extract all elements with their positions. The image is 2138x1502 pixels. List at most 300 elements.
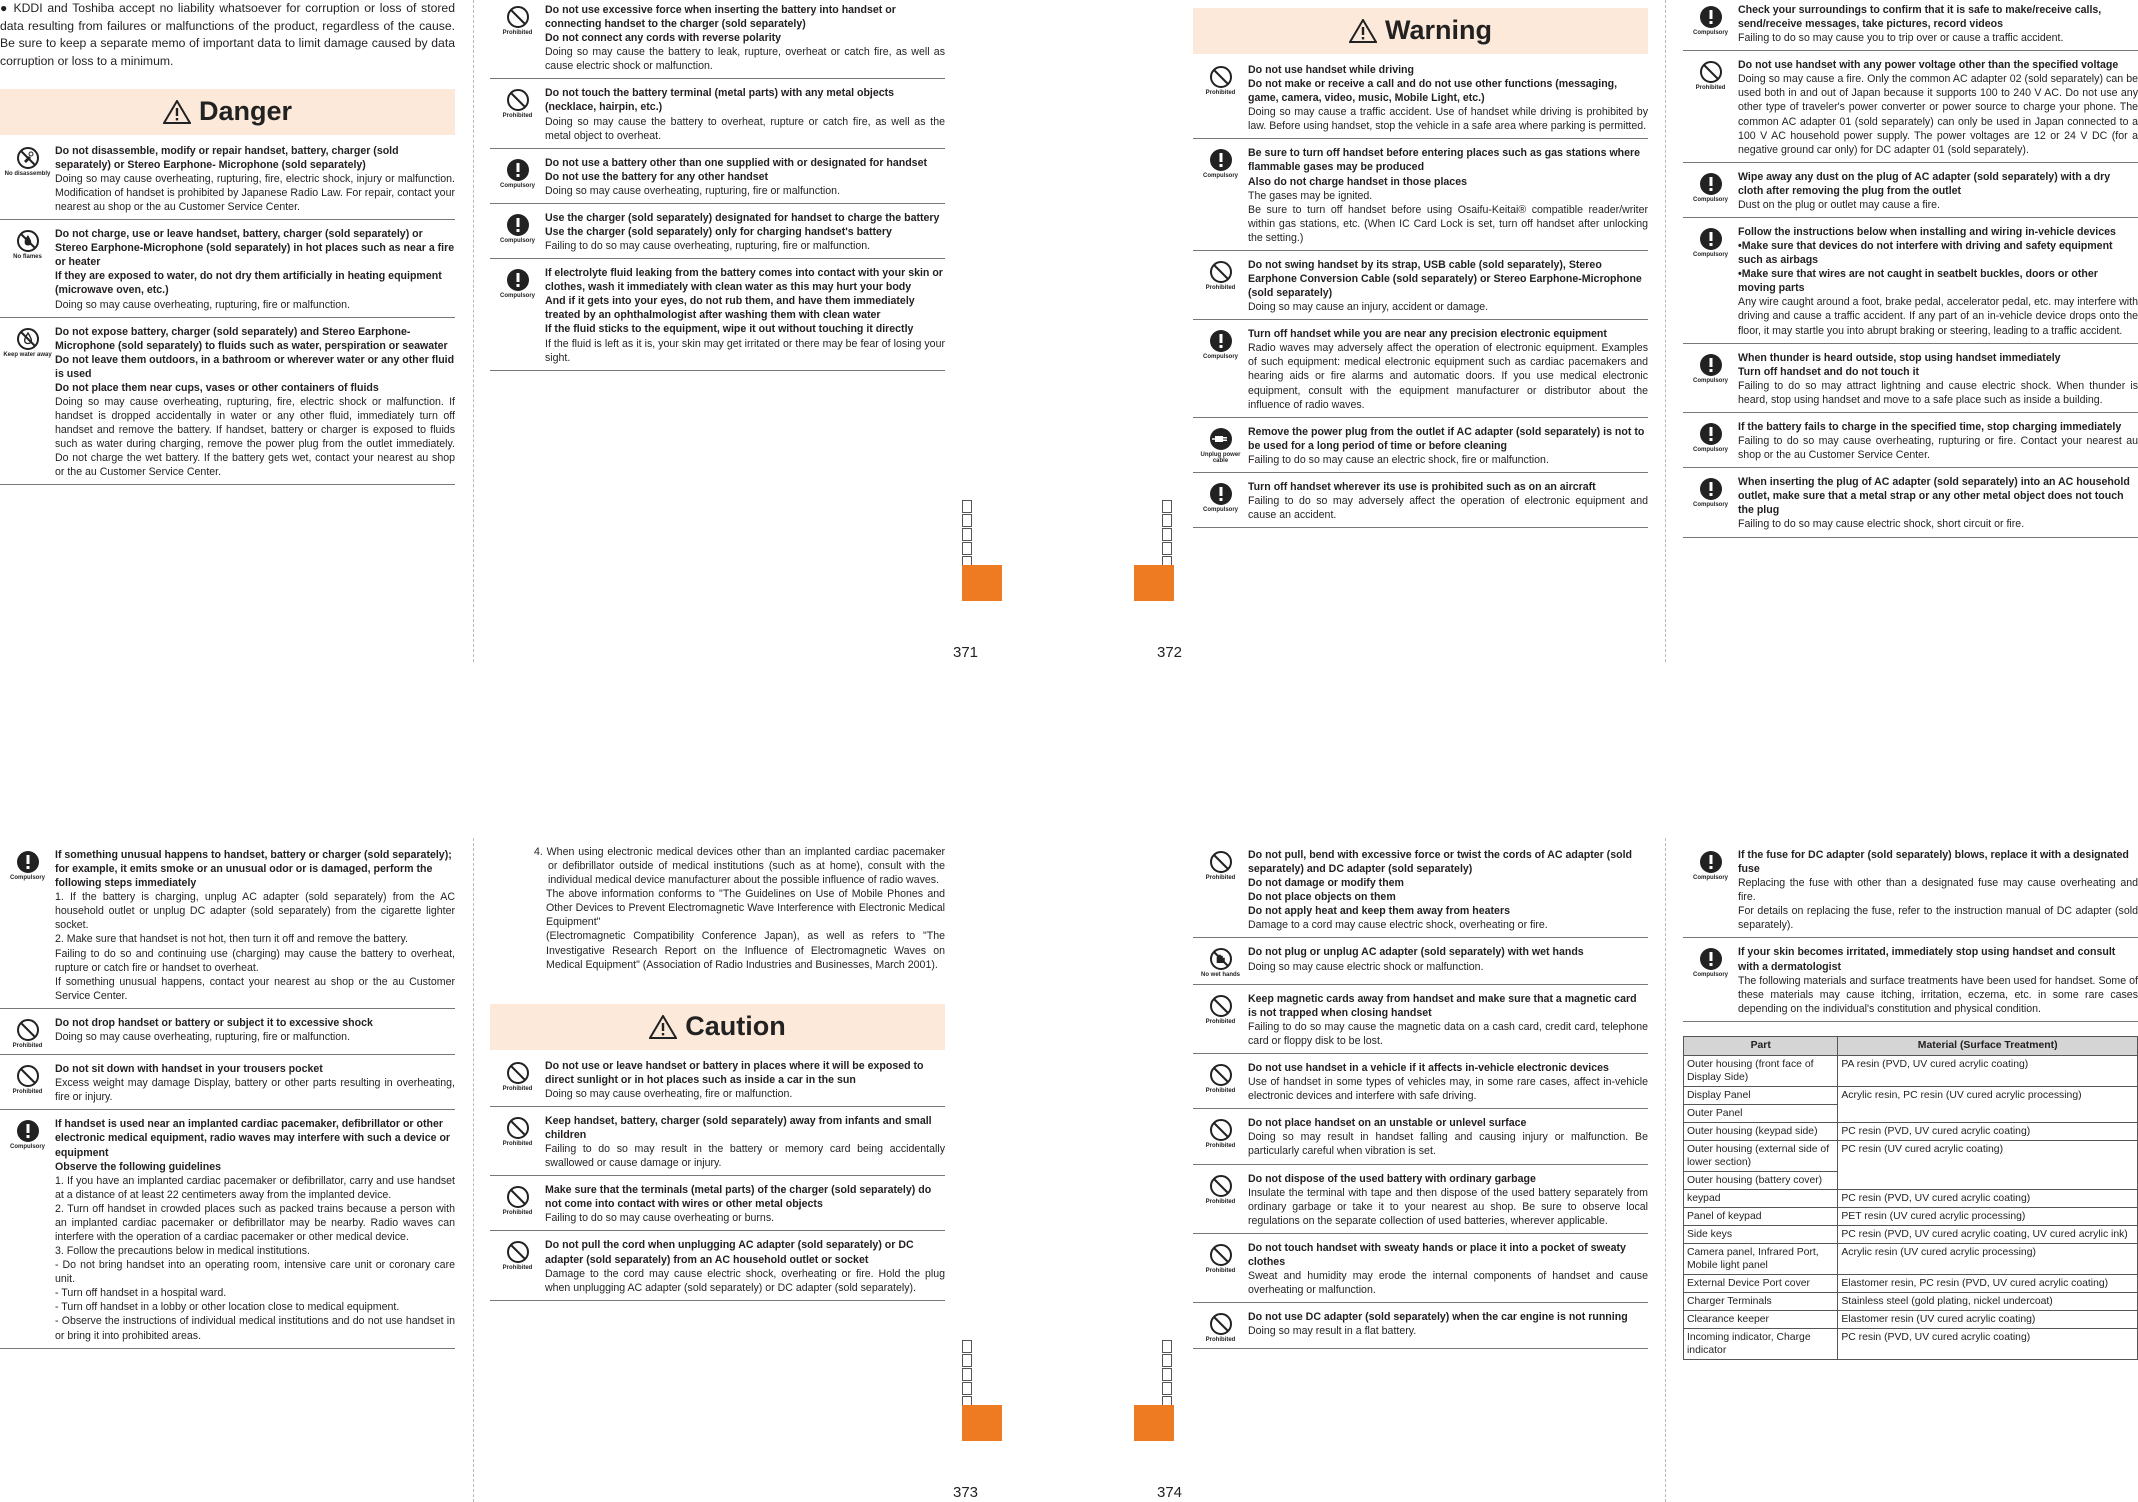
item-heading: If electrolyte fluid leaking from the battery comes into contact with your skin or clothes, wash it immediately with clean water as this may hurt your body And if it gets into your eyes, do not rub them, and have them immediately treated by an ophthalmologist after washing them with clean water If the fluid sticks to the equipment, wipe it out without touching it directly (545, 267, 943, 336)
safety-symbol (490, 156, 545, 198)
materials-table (1683, 1036, 2138, 1360)
safety-item (1683, 222, 2138, 344)
item-heading: Do not dispose of the used battery with ordinary garbage (1248, 1172, 1536, 1185)
safety-symbol (490, 211, 545, 253)
safety-symbol (490, 1183, 545, 1225)
item-heading: Do not sit down with handset in your trousers pocket (55, 1063, 323, 1076)
symbol-caption: Compulsory (1692, 972, 1728, 979)
compulsory-icon (1209, 148, 1233, 172)
safety-symbol (1683, 351, 1738, 407)
symbol-caption: Compulsory (499, 293, 535, 300)
table-row (1684, 1122, 2138, 1140)
safety-symbol (1683, 848, 1738, 932)
safety-symbol (1193, 258, 1248, 314)
safety-symbol (1193, 1241, 1248, 1297)
section-tab[interactable] (1134, 565, 1174, 601)
page-371-right (490, 0, 945, 375)
safety-item (490, 153, 945, 204)
item-body: Replacing the fuse with other than a designated fuse may cause overheating and fire. For details on replacing the fuse, refer to the instruction manual of DC adapter (sold separately). (1738, 877, 2138, 932)
item-body: Doing so may cause overheating, rupturing, fire or malfunction. (545, 184, 841, 197)
safety-item (1193, 1307, 1648, 1349)
item-heading: Do not pull the cord when unplugging AC adapter (sold separately) or DC adapter (sold separately) from an AC household outlet or socket (545, 1239, 914, 1266)
material-cell: PET resin (UV cured acrylic processing) (1838, 1207, 2138, 1225)
safety-symbol (0, 227, 55, 311)
item-body: Doing so may cause overheating, fire or malfunction. (545, 1087, 793, 1100)
item-heading: Remove the power plug from the outlet if AC adapter (sold separately) is not to be used for a long period of time or before cleaning (1248, 425, 1645, 452)
item-heading: Do not use DC adapter (sold separately) when the car engine is not running (1248, 1311, 1628, 1324)
item-body: Failing to do so may cause an electric shock, fire or malfunction. (1248, 453, 1549, 466)
item-heading: If the battery fails to charge in the specified time, stop charging immediately (1738, 420, 2122, 433)
item-heading: Make sure that the terminals (metal parts) of the charger (sold separately) do not come into contact with wires or other metal objects (545, 1184, 932, 1211)
symbol-caption: Prohibited (1695, 85, 1726, 92)
safety-item (1683, 472, 2138, 537)
table-header: Part (1684, 1036, 1838, 1055)
safety-item (0, 1013, 455, 1055)
item-body: Radio waves may adversely affect the operation of electronic equipment. Examples of such equipment: medical electronic equipment such as cardiac pacemakers and hearing aids or fire alarms and automatic doors. If you use medical electronic equipment, consult with the equipment manufacturer or distributor about the influence of radio waves. (1248, 342, 1648, 411)
item-heading: Do not use excessive force when inserting the battery into handset or connecting handset to the charger (sold separately) Do not connect any cords with reverse polarity (545, 4, 896, 45)
symbol-caption: Compulsory (1692, 196, 1728, 203)
prohibited-icon (1209, 1243, 1233, 1267)
danger-banner (0, 89, 455, 135)
safety-item (490, 1235, 945, 1300)
item-heading: Do not expose battery, charger (sold separately) and Stereo Earphone-Microphone (sold separately) to fluids such as water, perspiration or seawater Do not leave them outdoors, in a bathroom or wherever water or any other fluid is used Do not place them near cups, vases or other containers of fluids (55, 325, 455, 394)
side-index-marks (1162, 500, 1172, 569)
part-cell: keypad (1684, 1189, 1838, 1207)
table-row (1684, 1207, 2138, 1225)
safety-item (1193, 255, 1648, 320)
prohibited-icon (1209, 1063, 1233, 1087)
part-cell: Outer housing (front face of Display Side) (1684, 1055, 1838, 1086)
symbol-caption: Compulsory (9, 1144, 45, 1151)
safety-symbol (1193, 1061, 1248, 1103)
safety-symbol (0, 1016, 55, 1049)
prohibited-icon (506, 1185, 530, 1209)
item-heading: Do not pull, bend with excessive force or twist the cords of AC adapter (sold separately) and DC adapter (sold separately) Do not damage or modify them Do not place objects on them Do not apply heat and keep them away from heaters (1248, 849, 1632, 918)
prohibited-icon (506, 1061, 530, 1085)
item-heading: If your skin becomes irritated, immediately stop using handset and consult with a dermatologist (1738, 946, 2116, 973)
symbol-caption: Compulsory (499, 237, 535, 244)
safety-symbol (1193, 945, 1248, 978)
part-cell: Incoming indicator, Charge indicator (1684, 1328, 1838, 1359)
safety-item (1193, 1113, 1648, 1164)
safety-item (1193, 1169, 1648, 1234)
safety-symbol (1193, 425, 1248, 467)
item-body: Doing so may cause electric shock or malfunction. (1248, 960, 1484, 973)
item-heading: Do not plug or unplug AC adapter (sold separately) with wet hands (1248, 946, 1584, 959)
item-heading: Do not use a battery other than one supplied with or designated for handset Do not use the battery for any other handset (545, 156, 927, 183)
item-heading: Do not charge, use or leave handset, battery, charger (sold separately) or Stereo Earphone-Microphone (sold separately) in hot places such as near a fire or heater If they are exposed to water, do not dry them artificially in heating equipment (microwave oven, etc.) (55, 228, 455, 297)
danger-list (0, 141, 455, 486)
safety-symbol (0, 1117, 55, 1342)
symbol-caption: Prohibited (12, 1042, 43, 1049)
part-cell: Side keys (1684, 1225, 1838, 1243)
material-cell: PC resin (PVD, UV cured acrylic coating) (1838, 1122, 2138, 1140)
item-body: Doing so may cause an injury, accident or damage. (1248, 301, 1489, 314)
compulsory-icon (506, 213, 530, 237)
compulsory-icon (1699, 353, 1723, 377)
item-heading: Do not use handset with any power voltage other than the specified voltage (1738, 59, 2119, 72)
warning-triangle-icon (163, 100, 191, 124)
table-row (1684, 1086, 2138, 1104)
symbol-caption: Compulsory (1692, 502, 1728, 509)
page-number: 374 (1157, 1484, 1183, 1501)
side-index-marks (1162, 1340, 1172, 1409)
symbol-caption: Prohibited (1205, 875, 1236, 881)
prohibited-icon (1209, 994, 1233, 1018)
compulsory-icon (1699, 477, 1723, 501)
safety-item (1683, 845, 2138, 938)
item-body: Failing to do so may cause overheating, rupturing or fire. Contact your nearest au shop or the au Customer Service Center. (1738, 435, 2138, 462)
item-heading: Do not touch the battery terminal (metal parts) with any metal objects (necklace, hairpin, etc.) (545, 87, 895, 114)
safety-item (1193, 60, 1648, 139)
prohibited-icon (1209, 850, 1233, 874)
symbol-caption: Compulsory (1692, 446, 1728, 453)
symbol-caption: Prohibited (1205, 284, 1236, 291)
safety-symbol (1193, 1116, 1248, 1158)
material-cell: Elastomer resin, PC resin (PVD, UV cured acrylic coating) (1838, 1274, 2138, 1292)
material-cell: Acrylic resin (UV cured acrylic processing) (1838, 1243, 2138, 1274)
item-body: Doing so may result in handset falling and causing injury or malfunction. Be particularly careful when vibration is set. (1248, 1131, 1648, 1158)
item-body: Failing to do so may attract lightning and cause electric shock. When thunder is heard, stop using handset and move to a safe place such as inside a building. (1738, 379, 2138, 406)
compulsory-icon (1209, 329, 1233, 353)
part-cell: Outer housing (keypad side) (1684, 1122, 1838, 1140)
compulsory-icon (1699, 422, 1723, 446)
safety-symbol (1193, 480, 1248, 522)
symbol-caption: No wet hands (1200, 972, 1240, 979)
safety-item (0, 224, 455, 317)
safety-symbol (1683, 225, 1738, 338)
compulsory-icon (1699, 947, 1723, 971)
safety-symbol (490, 266, 545, 365)
item-body: Dust on the plug or outlet may cause a fire. (1738, 198, 1940, 211)
symbol-caption: Compulsory (1202, 506, 1238, 513)
safety-symbol (490, 1059, 545, 1101)
warning-banner (1193, 8, 1648, 54)
caution-list (490, 1056, 945, 1301)
caution-list-cont (1193, 845, 1648, 1349)
intro-note: ● KDDI and Toshiba accept no liability whatsoever for corruption or loss of stored data resulting from failures or malfunctions of the product, regardless of the cause. Be sure to keep a separate memo of important data to limit damage caused by data corruption or loss to a minimum. (0, 1, 455, 69)
symbol-caption: Compulsory (1692, 377, 1728, 384)
symbol-caption: Prohibited (502, 1140, 533, 1147)
safety-item (490, 208, 945, 259)
divider (473, 0, 474, 662)
safety-symbol (1683, 170, 1738, 212)
material-cell: PC resin (UV cured acrylic coating) (1838, 1140, 2138, 1189)
material-cell: Acrylic resin, PC resin (UV cured acrylic processing) (1838, 1086, 2138, 1122)
safety-item (0, 322, 455, 486)
symbol-caption: Unplug power cable (1200, 451, 1241, 465)
material-cell: Elastomer resin (UV cured acrylic coating) (1838, 1310, 2138, 1328)
no-wet-hands-icon (1209, 947, 1233, 971)
safety-item (0, 1059, 455, 1110)
table-row (1684, 1243, 2138, 1274)
item-body: Failing to do so may result in the battery or memory card being accidentally swallowed or cause damage or injury. (545, 1143, 945, 1170)
item-body: Insulate the terminal with tape and then dispose of the used battery separately from ordinary garbage or take it to your nearest au shop. Be sure to observe local regulations on the separate collection of used batteries, wherever applicable. (1248, 1186, 1648, 1227)
keep-water-away-icon (16, 327, 40, 351)
compulsory-icon (1699, 850, 1723, 874)
safety-item (490, 1056, 945, 1107)
item-heading: When inserting the plug of AC adapter (sold separately) into an AC household outlet, make sure that a metal strap or any other metal object does not touch the plug (1738, 476, 2130, 517)
safety-item (1683, 417, 2138, 468)
item-heading: If handset is used near an implanted cardiac pacemaker, defibrillator or other electronic medical equipment, radio waves may interfere with such a device or equipment Observe the following guidelines (55, 1118, 451, 1173)
section-tab[interactable] (962, 565, 1002, 601)
safety-symbol (1193, 1172, 1248, 1228)
safety-symbol (490, 1238, 545, 1294)
safety-item (1193, 1058, 1648, 1109)
page-number: 372 (1157, 644, 1183, 661)
symbol-caption: Compulsory (1202, 173, 1238, 180)
item-body: Doing so may cause a fire. Only the common AC adapter 02 (sold separately) can be used both in and out of Japan because it supports 100 to 240 V AC. Do not use any other type of traveler's power converter or power source to charge your phone. The common AC adapter 01 (sold separately) can only be used in Japan connected to a 100 V AC household power supply. The power voltages are 12 or 24 V DC (for a negative ground car only) for DC adapter 01 (sold separately). (1738, 73, 2138, 156)
safety-symbol (1193, 848, 1248, 932)
symbol-caption: Compulsory (1202, 354, 1238, 361)
prohibited-icon (506, 1240, 530, 1264)
item-body: The gases may be ignited. Be sure to turn off handset before using Osaifu-Keitai® compatible reader/writer within gas stations, etc. (When IC Card Lock is set, turn off handset after unlocking the setting.) (1248, 189, 1648, 244)
table-header: Material (Surface Treatment) (1838, 1036, 2138, 1055)
item-heading: If the fuse for DC adapter (sold separately) blows, replace it with a designated fuse (1738, 849, 2129, 876)
prohibited-icon (1209, 1118, 1233, 1142)
item-body: Doing so may cause the battery to overheat, rupture or catch fire, as well as the metal object to overheat. (545, 115, 945, 142)
safety-symbol (1683, 3, 1738, 45)
warning-list-cont (0, 845, 455, 1349)
section-tab[interactable] (1134, 1405, 1174, 1441)
material-cell: PC resin (PVD, UV cured acrylic coating, UV cured acrylic ink) (1838, 1225, 2138, 1243)
symbol-caption: Prohibited (12, 1089, 43, 1096)
item-heading: Do not disassemble, modify or repair handset, battery, charger (sold separately) or Stereo Earphone- Microphone (sold separately) (55, 144, 399, 171)
symbol-caption: No disassembly (4, 170, 51, 177)
item-body: Damage to a cord may cause electric shock, overheating or fire. (1248, 919, 1548, 932)
prohibited-icon (16, 1064, 40, 1088)
safety-item (0, 141, 455, 220)
item-body: The following materials and surface treatments have been used for handset. Some of these materials may cause itching, irritation, eczema, etc. in some rare cases depending on the individual's constitution and physical condition. (1738, 974, 2138, 1015)
prohibited-icon (16, 1018, 40, 1042)
safety-item (1193, 1238, 1648, 1303)
item-body: Doing so may result in a flat battery. (1248, 1325, 1417, 1338)
caution-banner (490, 1004, 945, 1050)
section-tab[interactable] (962, 1405, 1002, 1441)
safety-item (490, 0, 945, 79)
safety-symbol (1683, 420, 1738, 462)
item-body: Failing to do so may cause overheating, rupturing, fire or malfunction. (545, 240, 871, 253)
safety-symbol (1193, 992, 1248, 1048)
safety-symbol (0, 848, 55, 1003)
item-body: Doing so may cause overheating, rupturing, fire, electric shock or malfunction. If handset is dropped accidentally in water or any other fluid, immediately turn off handset and remove the battery. If handset, battery or charger is exposed to fluids such as water during charging, remove the power plug from the outlet immediately. Do not charge the wet battery. If the battery gets wet, contact your nearest au shop or the au Customer Service Center. (55, 396, 455, 479)
material-cell: PA resin (PVD, UV cured acrylic coating) (1838, 1055, 2138, 1086)
item-heading: Keep magnetic cards away from handset and make sure that a magnetic card is not trapped when closing handset (1248, 992, 1637, 1019)
caution-title: Caution (685, 1010, 786, 1041)
page-372-right (1683, 0, 2138, 542)
item-heading: Do not place handset on an unstable or unlevel surface (1248, 1117, 1527, 1130)
part-cell: Panel of keypad (1684, 1207, 1838, 1225)
safety-symbol (1193, 327, 1248, 411)
item-body: Failing to do so may cause you to trip over or cause a traffic accident. (1738, 32, 2064, 45)
symbol-caption: Compulsory (499, 182, 535, 189)
item-body: Failing to do so may cause the magnetic data on a cash card, credit card, telephone card or floppy disk to be lost. (1248, 1020, 1648, 1047)
table-row (1684, 1328, 2138, 1359)
safety-item (490, 83, 945, 148)
compulsory-icon (1699, 5, 1723, 29)
part-cell: External Device Port cover (1684, 1274, 1838, 1292)
compulsory-icon (1699, 227, 1723, 251)
caution-list-cont (1683, 845, 2138, 1022)
divider (473, 838, 474, 1502)
table-row (1684, 1310, 2138, 1328)
item-heading: Follow the instructions below when installing and wiring in-vehicle devices •Make sure that devices do not interfere with driving and safety equipment such as airbags •Make sure that wires are not caught in seatbelt buckles, doors or other moving parts (1738, 226, 2116, 295)
safety-symbol (1193, 63, 1248, 133)
item-heading: Use the charger (sold separately) designated for handset to charge the battery Use the charger (sold separately) only for charging handset's battery (545, 211, 940, 239)
symbol-caption: Compulsory (1692, 252, 1728, 259)
symbol-caption: Prohibited (1205, 90, 1236, 96)
item-body: Doing so may cause overheating, rupturing, fire or malfunction. (55, 298, 351, 311)
guideline-item-4: 4. When using electronic medical devices other than an implanted cardiac pacemaker or defibrillator outside of medical institutions (such as at home), consult with the individual medical device manufacturer about the possible influence of radio waves. (534, 846, 945, 887)
item-heading: If something unusual happens to handset, battery or charger (sold separately); for example, it emits smoke or an unusual odor or is damaged, perform the following steps immediately (55, 849, 452, 890)
safety-item (1683, 55, 2138, 163)
item-body: Failing to do so may adversely affect the operation of electronic equipment and cause an accident. (1248, 495, 1648, 522)
guideline-reference: The above information conforms to "The Guidelines on Use of Mobile Phones and Other Devices to Prevent Electromagnetic Wave Interference with Electronic Medical Equipment" (Electromagnetic Compatibility Conference Japan), as well as refers to "The Investigative Research Report on the Influence of Electromagnetic Waves on Medical Equipment" (Association of Radio Industries and Businesses, March 2001). (546, 888, 945, 971)
compulsory-icon (16, 850, 40, 874)
prohibited-icon (1209, 1312, 1233, 1336)
page-374-left (1193, 845, 1648, 1353)
table-row (1684, 1274, 2138, 1292)
warning-title: Warning (1385, 15, 1492, 46)
table-row (1684, 1225, 2138, 1243)
table-row (1684, 1140, 2138, 1171)
side-index-marks (962, 500, 972, 569)
page-373-right (490, 845, 945, 1305)
page-number: 371 (953, 644, 979, 661)
prohibited-icon (1209, 1174, 1233, 1198)
item-body: Doing so may cause overheating, rupturing, fire, electric shock, injury or malfunction. Modification of handset is prohibited by Japanese Radio Law. For repair, contact your nearest au shop or the au Customer Service Center. (55, 172, 455, 214)
prohibited-icon (506, 5, 530, 29)
divider (1665, 838, 1666, 1502)
unplug-icon (1209, 427, 1233, 451)
warning-list (1193, 60, 1648, 528)
page-374-right (1683, 845, 2138, 1360)
item-heading: Do not touch handset with sweaty hands or place it into a pocket of sweaty clothes (1248, 1241, 1626, 1268)
safety-item (1683, 0, 2138, 51)
safety-item (1683, 348, 2138, 413)
table-row (1684, 1189, 2138, 1207)
safety-symbol (0, 144, 55, 214)
page-371-left (0, 0, 455, 489)
safety-item (490, 1180, 945, 1231)
safety-symbol (490, 3, 545, 73)
part-cell: Outer housing (external side of lower section) (1684, 1140, 1838, 1171)
item-body: Any wire caught around a foot, brake pedal, accelerator pedal, etc. may interfere with driving and cause a traffic accident. If any part of an in-vehicle device drops onto the floor, it may startle you into abrupt braking or steering, leading to a traffic accident. (1738, 296, 2138, 337)
warning-triangle-icon (1349, 19, 1377, 43)
safety-item (490, 263, 945, 371)
item-heading: Do not use handset while driving Do not make or receive a call and do not use other functions (messaging, game, camera, video, music, Mobile Light, etc.) (1248, 64, 1618, 105)
symbol-caption: Prohibited (502, 1210, 533, 1217)
item-heading: Do not swing handset by its strap, USB cable (sold separately), Stereo Earphone Conversion Cable (sold separately) or Stereo Earphone-Microphone (sold separately) (1248, 258, 1642, 300)
item-heading: Do not drop handset or battery or subject it to excessive shock (55, 1016, 373, 1029)
part-cell: Outer Panel (1684, 1104, 1838, 1122)
symbol-caption: Prohibited (1205, 1337, 1236, 1344)
warning-list-cont (1683, 0, 2138, 538)
item-body: Excess weight may damage Display, battery or other parts resulting in overheating, fire or injury. (55, 1077, 455, 1104)
item-body: 1. If the battery is charging, unplug AC adapter (sold separately) from the AC household outlet or unplug DC adapter (sold separately) from the cigarette lighter socket. 2. Make sure that handset is not hot, then turn it off and remove the battery. Failing to do so and continuing use (charging) may cause the battery to overheat, rupture or catch fire or handset to overheat. If something unusual happens, contact your nearest au shop or the au Customer Service Center. (55, 891, 455, 1002)
compulsory-icon (1699, 172, 1723, 196)
symbol-caption: Prohibited (502, 30, 533, 36)
compulsory-icon (1209, 482, 1233, 506)
safety-item (1193, 324, 1648, 417)
danger-title: Danger (198, 95, 293, 126)
compulsory-icon (506, 268, 530, 292)
safety-item (1193, 845, 1648, 938)
safety-symbol (1193, 1310, 1248, 1343)
item-heading: When thunder is heard outside, stop using handset immediately Turn off handset and do not touch it (1738, 351, 2061, 378)
item-body: Doing so may cause overheating, rupturing, fire or malfunction. (55, 1030, 351, 1043)
safety-symbol (1683, 945, 1738, 1015)
prohibited-icon (1209, 65, 1233, 89)
divider (1665, 0, 1666, 662)
compulsory-icon (506, 158, 530, 182)
safety-item (1193, 422, 1648, 473)
prohibited-icon (1209, 260, 1233, 284)
no-disassembly-icon (16, 146, 40, 170)
item-body: Sweat and humidity may erode the internal components of handset and cause overheating or malfunction. (1248, 1270, 1648, 1297)
symbol-caption: Prohibited (1205, 1088, 1236, 1095)
page-373-left (0, 845, 455, 1353)
compulsory-icon (16, 1119, 40, 1143)
item-heading: Turn off handset while you are near any precision electronic equipment (1248, 328, 1607, 341)
safety-symbol (1683, 58, 1738, 157)
item-body: Failing to do so may cause overheating or burns. (545, 1212, 775, 1225)
symbol-caption: Compulsory (9, 875, 45, 881)
safety-item (0, 1114, 455, 1348)
safety-item (1193, 989, 1648, 1054)
part-cell: Camera panel, Infrared Port, Mobile light panel (1684, 1243, 1838, 1274)
item-body: Doing so may cause the battery to leak, rupture, overheat or catch fire, as well as cause electric shock or malfunction. (545, 46, 945, 73)
safety-symbol (1683, 475, 1738, 531)
symbol-caption: Keep water away (3, 351, 52, 358)
safety-item (0, 845, 455, 1009)
symbol-caption: No flames (13, 254, 42, 261)
safety-item (1683, 942, 2138, 1021)
symbol-caption: Prohibited (1205, 1198, 1236, 1205)
table-row (1684, 1292, 2138, 1310)
item-heading: Be sure to turn off handset before entering places such as gas stations where flammable gases may be produced Also do not charge handset in those places (1248, 147, 1641, 188)
safety-item (490, 1111, 945, 1176)
page-number: 373 (953, 1484, 979, 1501)
prohibited-icon (506, 1116, 530, 1140)
item-body: Doing so may cause a traffic accident. Use of handset while driving is prohibited by law. Before using handset, stop the vehicle in a safe area where parking is permitted. (1248, 106, 1648, 133)
material-cell: Stainless steel (gold plating, nickel undercoat) (1838, 1292, 2138, 1310)
side-index-marks (962, 1340, 972, 1409)
symbol-caption: Prohibited (502, 113, 533, 120)
safety-symbol (1193, 146, 1248, 245)
item-heading: Wipe away any dust on the plug of AC adapter (sold separately) with a dry cloth after removing the plug from the outlet (1738, 170, 2111, 197)
safety-symbol (0, 325, 55, 480)
item-heading: Do not use handset in a vehicle if it affects in-vehicle electronic devices (1248, 1062, 1609, 1075)
item-body: Use of handset in some types of vehicles may, in some rare cases, affect in-vehicle electronic devices and interfere with safe driving. (1248, 1076, 1648, 1103)
prohibited-icon (1699, 60, 1723, 84)
no-flames-icon (16, 229, 40, 253)
symbol-caption: Compulsory (1692, 875, 1728, 881)
danger-list-cont (490, 0, 945, 371)
table-row (1684, 1055, 2138, 1086)
safety-item (1193, 942, 1648, 984)
symbol-caption: Prohibited (502, 1265, 533, 1272)
item-heading: Keep handset, battery, charger (sold separately) away from infants and small children (545, 1114, 932, 1142)
item-body: 1. If you have an implanted cardiac pacemaker or defibrillator, carry and use handset at a distance of at least 22 centimeters away from the implanted device. 2. Turn off handset in crowded places such as packed trains because a person with an implanted cardiac pacemaker or defibrillator may be nearby. Radio waves can interfere with the operation of a cardiac pacemaker or other medical device. 3. Follow the precautions below in medical institutions. - Do not bring handset into an operating room, intensive care unit or coronary care unit. - Turn off handset in a hospital ward. - Turn off handset in a lobby or other location close to medical equipment. - Observe the instructions of individual medical institutions and do not use handset in or bring it into prohibited areas. (55, 1174, 455, 1342)
item-body: If the fluid is left as it is, your skin may get irritated or there may be fear of losing your sight. (545, 337, 945, 364)
symbol-caption: Prohibited (1205, 1267, 1236, 1274)
material-cell: PC resin (PVD, UV cured acrylic coating) (1838, 1328, 2138, 1359)
item-heading: Turn off handset wherever its use is prohibited such as on an aircraft (1248, 480, 1596, 493)
part-cell: Outer housing (battery cover) (1684, 1171, 1838, 1189)
item-heading: Do not use or leave handset or battery in places where it will be exposed to direct sunlight or in hot places such as inside a car in the sun (545, 1059, 924, 1086)
symbol-caption: Prohibited (1205, 1143, 1236, 1150)
